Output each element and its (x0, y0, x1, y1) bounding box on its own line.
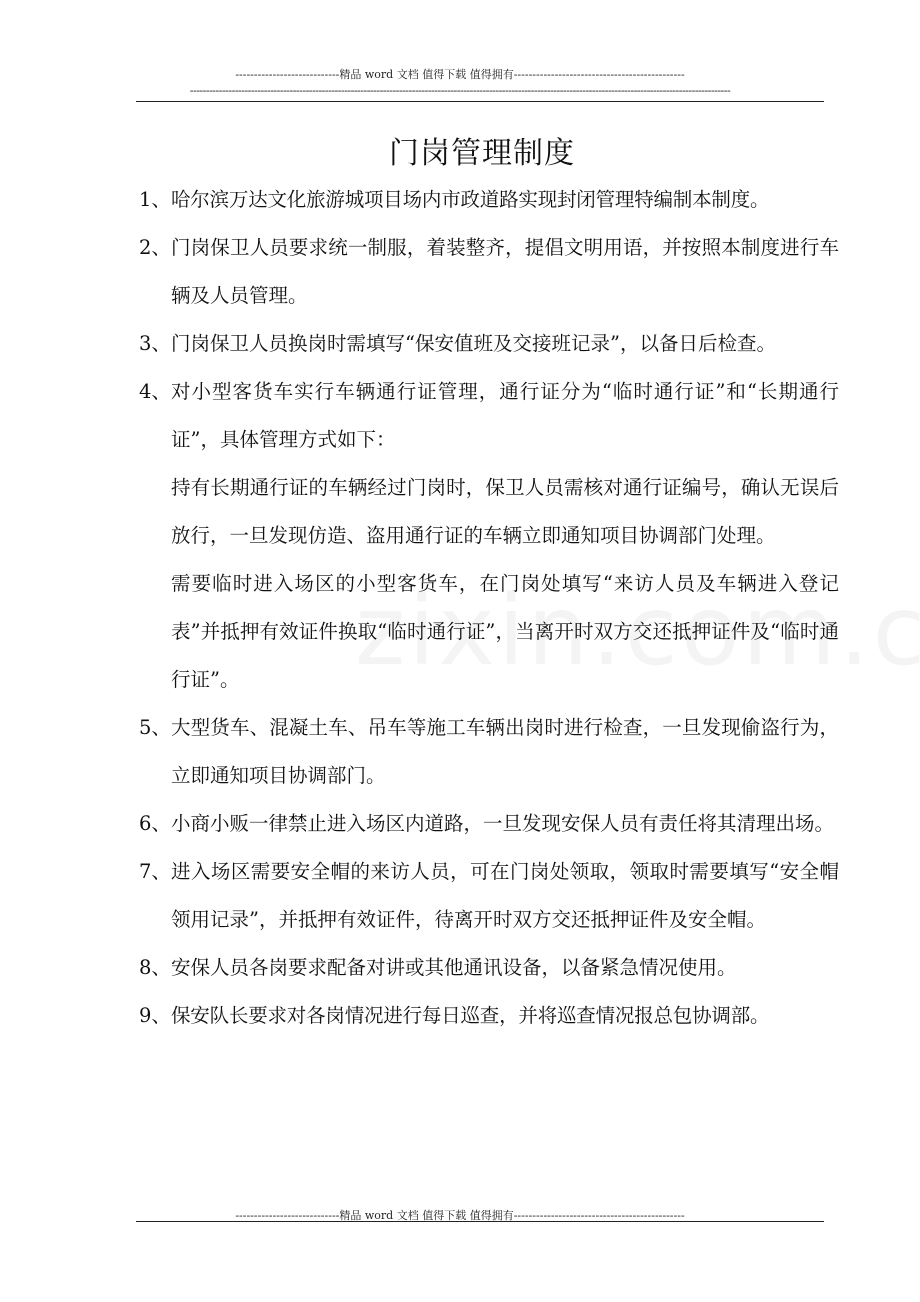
list-item (139, 368, 839, 464)
item-text: 哈尔滨万达文化旅游城项目场内市政道路实现封闭管理特编制本制度。 (171, 188, 770, 211)
document-body (139, 176, 839, 1040)
list-item (139, 704, 839, 800)
sub-paragraph: 需要临时进入场区的小型客货车，在门岗处填写“来访人员及车辆进入登记表”并抵押有效证件换取“临时通行证”，当离开时双方交还抵押证件及“临时通行证”。 (171, 572, 839, 691)
list-item (139, 320, 839, 368)
sub-paragraph: 持有长期通行证的车辆经过门岗时，保卫人员需核对通行证编号，确认无误后放行，一旦发现仿造、盗用通行证的车辆立即通知项目协调部门处理。 (171, 476, 839, 547)
item-number: 5、 (139, 716, 171, 739)
item-text: 安保人员各岗要求配备对讲或其他通讯设备，以备紧急情况使用。 (171, 956, 737, 979)
item-text: 小商小贩一律禁止进入场区内道路，一旦发现安保人员有责任将其清理出场。 (171, 812, 835, 835)
item-number: 7、 (139, 860, 171, 883)
item-text: 门岗保卫人员要求统一制服，着装整齐，提倡文明用语，并按照本制度进行车辆及人员管理。 (171, 236, 839, 307)
footer-line: ----------------------------精品 word 文档 值得下载 值得拥有---------------------------------------------- (235, 1209, 685, 1222)
list-item (139, 176, 839, 224)
footer-rule (136, 1221, 824, 1222)
item-number: 8、 (139, 956, 171, 979)
header-line-2: ------------------------------------------------------------------------------------------------------------------------------------------------------------------------ (189, 84, 731, 97)
list-item (139, 848, 839, 944)
item-number: 2、 (139, 236, 171, 259)
item-text: 进入场区需要安全帽的来访人员，可在门岗处领取，领取时需要填写“安全帽领用记录”，并抵押有效证件，待离开时双方交还抵押证件及安全帽。 (171, 860, 839, 931)
list-item (139, 992, 839, 1040)
document-title: 门岗管理制度 (389, 136, 575, 171)
item-number: 6、 (139, 812, 171, 835)
item-number: 9、 (139, 1004, 171, 1027)
item-text: 对小型客货车实行车辆通行证管理，通行证分为“临时通行证”和“长期通行证”，具体管理方式如下： (171, 380, 839, 451)
item-number: 1、 (139, 188, 171, 211)
item-text: 保安队长要求对各岗情况进行每日巡查，并将巡查情况报总包协调部。 (171, 1004, 770, 1027)
header-line-1: ----------------------------精品 word 文档 值得下载 值得拥有---------------------------------------------- (235, 68, 685, 81)
item-text: 大型货车、混凝土车、吊车等施工车辆出岗时进行检查，一旦发现偷盗行为，立即通知项目协调部门。 (171, 716, 839, 787)
list-item (139, 224, 839, 320)
item-text: 门岗保卫人员换岗时需填写“保安值班及交接班记录”，以备日后检查。 (171, 332, 776, 355)
list-item (139, 800, 839, 848)
header-rule (136, 101, 824, 102)
item-number: 4、 (139, 380, 171, 403)
list-item (139, 944, 839, 992)
item-number: 3、 (139, 332, 171, 355)
